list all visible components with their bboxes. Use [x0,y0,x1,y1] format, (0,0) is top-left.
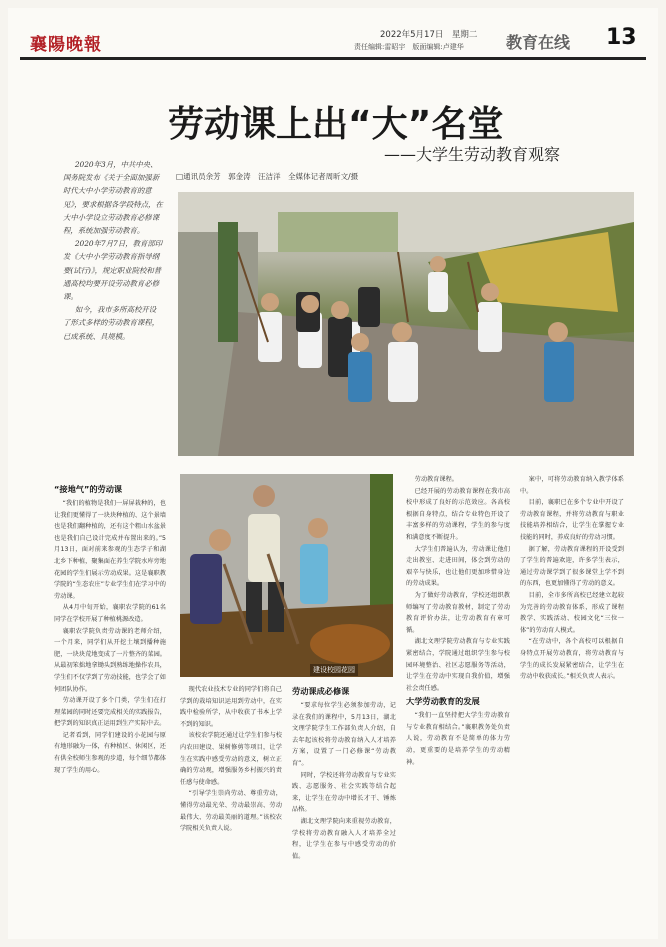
text-column-2 [180,684,282,835]
paper-name: 襄陽晚報 [30,35,102,55]
section-heading: 大学劳动教育的发展 [406,696,480,707]
article-byline: □通讯员余芳 郭金涛 汪洁洋 全媒体记者周昕文/摄 [176,172,359,181]
secondary-photo-graphic [180,474,393,677]
body-paragraph: 记者看到，同学们建设的小花园与原有地形融为一体，有种植区、休闲区，还有供全校师生参观的步道，每个细节都体现了学生的用心。 [54,731,166,774]
body-paragraph: 湖北文理学院向来重视劳动教育，学校将劳动教育融入人才培养全过程，让学生在参与中感受劳动的价值。 [292,817,396,860]
section-heading: 劳动课成必修课 [292,686,350,696]
body-paragraph: “在劳动中，各个高校可以根据自身特点开展劳动教育，将劳动教育与学生的成长发展紧密结合，让学生在劳动中收获成长。”相关负责人表示。 [520,638,624,681]
page-number: 13 [606,25,637,50]
body-paragraph: 该校农学院还通过让学生们参与校内农田建设、果树修剪等项目，让学生在实践中感受劳动的意义，树立正确的劳动观，增强服务乡村振兴的责任感与使命感。 [180,732,282,786]
editors-line: 责任编辑:雷昭宇 版面编辑:卢建华 [354,43,464,51]
body-paragraph: 现代农业技术专业的同学们将自己学到的栽培知识运用到劳动中，在实践中检验所学，从中收获了书本上学不到的知识。 [180,686,282,728]
intro-paragraph: 2020年3月，中共中央、国务院发布《关于全面加强新时代大中小学劳动教育的意见》，要求根据各学段特点，在大中小学设立劳动教育必修课程，系统加强劳动教育。 [63,160,163,236]
intro-paragraph: 2020年7月7日，教育部印发《大中小学劳动教育指导纲要(试行)》，规定职业院校和普通高校均要开设劳动教育必修课。 [63,239,163,302]
article-subheadline: ——大学生劳动教育观察 [384,145,561,164]
body-paragraph: 目前，全市多所高校已经建立起较为完善的劳动教育体系，形成了课程教学、实践活动、校园文化“三位一体”的劳动育人模式。 [520,591,624,634]
main-photo-graphic [178,192,634,456]
body-paragraph: 劳动课开设了多个门类，学生们在打理菜园的同时还要完成相关的实践报告，把学到的知识真正运用到生产实际中去。 [54,697,166,728]
body-paragraph: “要求每位学生必须参加劳动，记录在我们的课程中，5月13日，湖北文理学院学生工作部负责人介绍，自去年起该校将劳动教育纳入人才培养方案，设置了一门必修课“劳动教育”。 [292,702,396,767]
body-paragraph: 湖北文理学院劳动教育与专业实践紧密结合，学院通过组织学生参与校园环境整治、社区志愿服务等活动，让学生在劳动中实现自我价值，增强社会责任感。 [406,638,510,692]
text-column-4 [406,474,510,768]
body-paragraph: 劳动教育课程。 [414,476,458,483]
intro-paragraph: 如今，我市多所高校开设了形式多样的劳动教育课程，已成系统、具规模。 [63,305,160,341]
masthead [18,24,648,54]
body-paragraph: “引导学生崇尚劳动、尊重劳动，懂得劳动最光荣、劳动最崇高、劳动最伟大、劳动最美丽的道理。”该校农学院相关负责人说。 [180,790,282,833]
main-photo [178,192,634,456]
article-headline: 劳动课上出“大”名堂 [168,104,504,145]
secondary-photo [180,474,393,677]
body-paragraph: 从4月中旬开始，襄职农学院的61名同学在学校开展了种植桃源改造。 [54,604,166,623]
body-paragraph: 目前，襄职已在多个专业中开设了劳动教育课程，并将劳动教育与职业技能培养相结合，让学生在掌握专业技能的同时，养成良好的劳动习惯。 [520,499,624,541]
text-column-5 [520,474,624,683]
photo-caption: 建设校园花园 [310,664,358,676]
body-paragraph: “我们一直坚持把大学生劳动教育与专业教育相结合。”襄职教务处负责人说，劳动教育不是简单的体力劳动，更重要的是培养学生的劳动精神。 [406,712,510,766]
body-paragraph: “我们的植物是我们一屏屏栽种的，也让我们更懂得了一块块种植的、这个景墙也是我们翻种植的，还有这个粗山水盆景也是我们自己设计完成并布置出来的。”5月13日，面对前来参观的生态学子和湖北乡下种植，聚集面在养生学院水库旁地花园的学生们展示劳动成果。这是襄职教学院的“生态农庄”专业学生们在学习中的劳动课。 [54,500,166,600]
text-column-1 [54,482,166,776]
issue-date: 2022年5月17日 星期二 [380,30,478,40]
section-name: 教育在线 [506,33,571,52]
body-paragraph: 襄职农学院负责劳动课的老师介绍，一个月来，同学们从开挖土壤到播种施肥，一块块荒地变成了一片整齐的菜园。从最初笨拙地拿锄头到熟练地操作农具，学生们不仅学到了劳动技能，也学会了如何团队协作。 [54,627,166,693]
masthead-rule [20,57,646,60]
text-column-3 [292,684,396,862]
newspaper-page [8,8,658,939]
article-intro [63,158,163,343]
body-paragraph: 同时，学校还将劳动教育与专业实践、志愿服务、社会实践等结合起来，让学生在劳动中增长才干、锤炼品格。 [292,771,396,814]
body-paragraph: 案中，可将劳动教育纳入教学体系中。 [520,476,624,495]
body-paragraph: 已经开展的劳动教育课程在我市高校中形成了良好的示范效应。各高校根据自身特点，结合专业特色开设了丰富多样的劳动课程，学生的参与度和满意度不断提升。 [406,487,510,541]
section-heading: “接地气”的劳动课 [54,484,123,494]
body-paragraph: 据了解，劳动教育课程的开设受到了学生的普遍欢迎，许多学生表示，通过劳动课学到了很多课堂上学不到的东西，也更加懂得了劳动的意义。 [520,545,624,588]
body-paragraph: 为了做好劳动教育，学校还组织教师编写了劳动教育教材，制定了劳动教育评价办法，让劳动教育有章可循。 [406,591,510,634]
body-paragraph: 大学生们普遍认为，劳动课让他们走出教室、走进田间，体会到劳动的艰辛与快乐，也让他们更加珍惜身边的劳动成果。 [406,545,510,588]
